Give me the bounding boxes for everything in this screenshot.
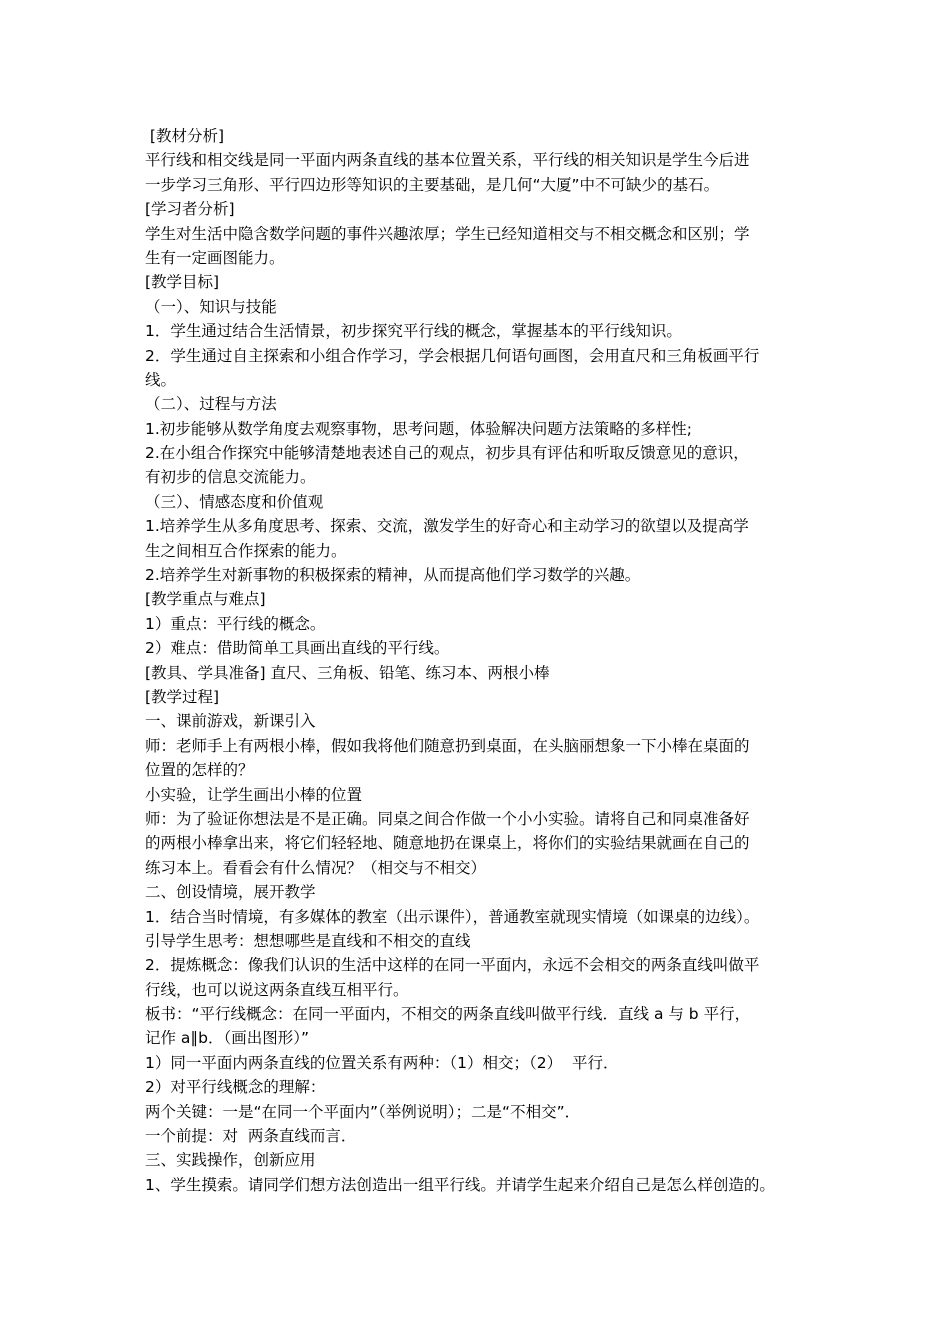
paragraph-line: 平行线和相交线是同一平面内两条直线的基本位置关系，平行线的相关知识是学生今后进 (145, 151, 750, 170)
paragraph-line: 师：老师手上有两根小棒，假如我将他们随意扔到桌面，在头脑丽想象一下小棒在桌面的 (145, 736, 750, 755)
paragraph-line: 一步学习三角形、平行四边形等知识的主要基础，是几何“大厦”中不可缺少的基石。 (145, 175, 720, 194)
paragraph-line: 小实验，让学生画出小棒的位置 (145, 785, 363, 804)
list-item: 2.在小组合作探究中能够清楚地表述自己的观点，初步具有评估和听取反馈意见的意识， (145, 444, 749, 463)
paragraph-line: 记作 a∥b．（画出图形）” (145, 1029, 310, 1048)
section-heading-materials: [教具、学具准备] 直尺、三角板、铅笔、练习本、两根小棒 (145, 663, 550, 682)
subsection-heading: （三）、情感态度和价值观 (145, 492, 324, 511)
list-item: 2．提炼概念：像我们认识的生活中这样的在同一平面内，永远不会相交的两条直线叫做平 (145, 956, 760, 975)
list-item: 1．结合当时情境，有多媒体的教室（出示课件），普通教室就现实情境（如课桌的边线）。 (145, 907, 760, 926)
paragraph-line: 引导学生思考：想想哪些是直线和不相交的直线 (145, 931, 471, 950)
paragraph-line: 两个关键：一是“在同一个平面内”（举例说明）；二是“不相交”． (145, 1102, 581, 1121)
list-item-continuation: 线。 (145, 370, 177, 389)
list-item: 2.培养学生对新事物的积极探索的精神，从而提高他们学习数学的兴趣。 (145, 566, 641, 585)
list-item: 1）同一平面内两条直线的位置关系有两种：（1）相交；（2） 平行． (145, 1053, 619, 1072)
subsection-heading: 一、课前游戏，新课引入 (145, 712, 316, 731)
section-heading-key-points: [教学重点与难点] (145, 590, 266, 609)
subsection-heading: （一）、知识与技能 (145, 297, 277, 316)
document-body (145, 124, 820, 1197)
paragraph-line: 一个前提：对 两条直线而言． (145, 1127, 357, 1146)
section-heading-textbook-analysis: [教材分析] (145, 127, 225, 145)
list-item-continuation: 有初步的信息交流能力。 (145, 468, 316, 487)
section-heading-teaching-process: [教学过程] (145, 687, 220, 706)
list-item: 2）难点：借助简单工具画出直线的平行线。 (145, 639, 450, 658)
paragraph-line: 位置的怎样的？ (145, 761, 254, 780)
subsection-heading: 二、创设情境，展开教学 (145, 883, 316, 902)
list-item-continuation: 生之间相互合作探索的能力。 (145, 541, 347, 560)
paragraph-line: 师：为了验证你想法是不是正确。同桌之间合作做一个小小实验。请将自己和同桌准备好 (145, 809, 750, 828)
paragraph-line: 练习本上。看看会有什么情况？（相交与不相交） (145, 858, 487, 877)
list-item: 1．学生通过结合生活情景，初步探究平行线的概念，掌握基本的平行线知识。 (145, 322, 682, 341)
paragraph-line: 生有一定画图能力。 (145, 248, 285, 267)
list-item: 1、学生摸索。请同学们想方法创造出一组平行线。并请学生起来介绍自己是怎么样创造的。 (145, 1175, 775, 1194)
subsection-heading: （二）、过程与方法 (145, 395, 277, 414)
section-heading-learner-analysis: [学习者分析] (145, 200, 235, 219)
list-item: 1.初步能够从数学角度去观察事物，思考问题，体验解决问题方法策略的多样性; (145, 419, 693, 438)
list-item: 2）对平行线概念的理解： (145, 1078, 326, 1097)
list-item-continuation: 行线，也可以说这两条直线互相平行。 (145, 980, 409, 999)
paragraph-line: 学生对生活中隐含数学问题的事件兴趣浓厚；学生已经知道相交与不相交概念和区别；学 (145, 224, 750, 243)
paragraph-line: 板书：“平行线概念：在同一平面内，不相交的两条直线叫做平行线．直线 a 与 b 平行， (145, 1005, 751, 1024)
paragraph-line: 的两根小棒拿出来，将它们轻轻地、随意地扔在课桌上，将你们的实验结果就画在自己的 (145, 834, 750, 853)
list-item: 1）重点：平行线的概念。 (145, 614, 326, 633)
list-item: 2．学生通过自主探索和小组合作学习，学会根据几何语句画图，会用直尺和三角板画平行 (145, 346, 760, 365)
list-item: 1.培养学生从多角度思考、探索、交流，激发学生的好奇心和主动学习的欲望以及提高学 (145, 517, 749, 536)
section-heading-teaching-goals: [教学目标] (145, 273, 220, 292)
subsection-heading: 三、实践操作，创新应用 (145, 1151, 316, 1170)
